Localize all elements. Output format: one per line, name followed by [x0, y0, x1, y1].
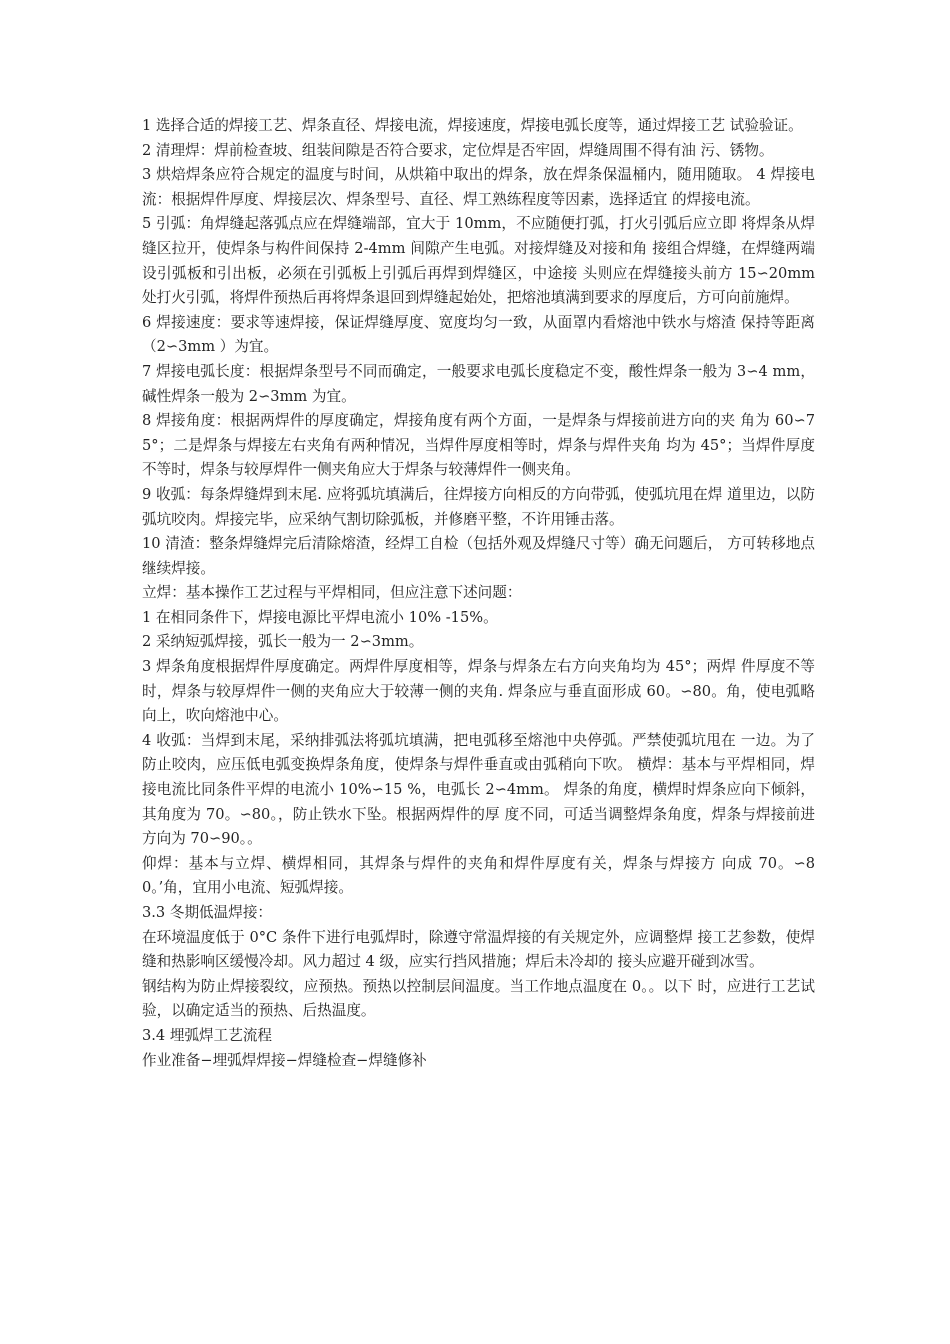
paragraph-4: 5 引弧：角焊缝起落弧点应在焊缝端部，宜大于 10mm，不应随便打弧，打火引弧后应立即 将焊条从焊缝区拉开，使焊条与构件间保持 2-4mm 间隙产生电弧。对接焊缝及对接和角 接组合焊缝，在焊缝两端设引弧板和引出板，必须在引弧板上引弧后再焊到焊缝区，中途接 头则应在焊缝接头前方 15∽20mm 处打火引弧，将焊件预热后再将焊条退回到焊缝起始处，把熔池填满到要求的厚度后，方可向前施焊。: [142, 215, 815, 307]
paragraph-9: 10 清渣：整条焊缝焊完后清除熔渣，经焊工自检（包括外观及焊缝尺寸等）确无问题后， 方可转移地点继续焊接。: [142, 535, 815, 577]
paragraph-2: 2 清理焊：焊前检查坡、组装间隙是否符合要求，定位焊是否牢固，焊缝周围不得有油 污、锈物。: [142, 141, 774, 159]
paragraph-6: 7 焊接电弧长度：根据焊条型号不同而确定，一般要求电弧长度稳定不变，酸性焊条一般为 3∽4 mm，碱性焊条一般为 2∽3mm 为宜。: [142, 362, 815, 405]
paragraph-5: 6 焊接速度：要求等速焊接，保证焊缝厚度、宽度均匀一致，从面罩内看熔池中铁水与熔渣 保持等距离（2∽3mm ）为宜。: [142, 313, 815, 356]
paragraph-7: 8 焊接角度：根据两焊件的厚度确定，焊接角度有两个方面，一是焊条与焊接前进方向的夹 角为 60∽75°；二是焊条与焊接左右夹角有两种情况，当焊件厚度相等时，焊条与焊件夹角 均为 45°；当焊件厚度不等时，焊条与较厚焊件一侧夹角应大于焊条与较薄焊件一侧夹角。: [142, 412, 815, 479]
section-heading-3-4: 3.4 埋弧焊工艺流程: [142, 1026, 273, 1044]
paragraph-15: 仰焊：基本与立焊、横焊相同，其焊条与焊件的夹角和焊件厚度有关，焊条与焊接方 向成 70。∽80。’角，宜用小电流、短弧焊接。: [142, 854, 815, 897]
paragraph-1: 1 选择合适的焊接工艺、焊条直径、焊接电流，焊接速度，焊接电弧长度等，通过焊接工艺 试验验证。: [142, 117, 803, 134]
paragraph-11: 1 在相同条件下，焊接电源比平焊电流小 10% -15%。: [142, 608, 498, 626]
process-flow-line: 作业准备−埋弧焊焊接−焊缝检查−焊缝修补: [142, 1051, 427, 1069]
paragraph-10: 立焊：基本操作工艺过程与平焊相同，但应注意下述问题：: [142, 584, 522, 602]
paragraph-8: 9 收弧：每条焊缝焊到末尾. 应将弧坑填满后，往焊接方向相反的方向带弧，使弧坑甩在焊 道里边，以防弧坑咬肉。焊接完毕，应采纳气割切除弧板，并修磨平整，不许用锤击落。: [142, 485, 815, 528]
paragraph-17: 在环境温度低于 0°C 条件下进行电弧焊时，除遵守常温焊接的有关规定外，应调整焊 接工艺参数，使焊缝和热影响区缓慢冷却。风力超过 4 级，应实行挡风措施；焊后未冷却的 接头应避开碰到冰雪。: [142, 928, 815, 971]
paragraph-12: 2 采纳短弧焊接，弧长一般为一 2∽3mm。: [142, 633, 424, 651]
paragraph-18: 钢结构为防止焊接裂纹，应预热。预热以控制层间温度。当工作地点温度在 0。。以下 时，应进行工艺试验，以确定适当的预热、后热温度。: [142, 977, 815, 1020]
paragraph-13: 3 焊条角度根据焊件厚度确定。两焊件厚度相等，焊条与焊条左右方向夹角均为 45°；两焊 件厚度不等时，焊条与较厚焊件一侧的夹角应大于较薄一侧的夹角. 焊条应与垂直面形成 60。∽80。角，使电弧略向上，吹向熔池中心。: [142, 658, 815, 725]
section-heading-3-3: 3.3 冬期低温焊接：: [142, 904, 273, 921]
paragraph-14: 4 收弧：当焊到末尾，采纳排弧法将弧坑填满，把电弧移至熔池中央停弧。严禁使弧坑甩在 一边。为了防止咬肉，应压低电弧变换焊条角度，使焊条与焊件垂直或由弧稍向下吹。 横焊：基本与平焊相同，焊接电流比同条件平焊的电流小 10%∽15 %，电弧长 2∽4mm。 焊条的角度，横焊时焊条应向下倾斜，其角度为 70。∽80。，防止铁水下坠。根据两焊件的厚 度不同，可适当调整焊条角度，焊条与焊接前进方向为 70∽90。。: [142, 731, 815, 848]
document-body: [142, 114, 815, 1073]
paragraph-3: 3 烘焙焊条应符合规定的温度与时间，从烘箱中取出的焊条，放在焊条保温桶内，随用随取。 4 焊接电流：根据焊件厚度、焊接层次、焊条型号、直径、焊工熟练程度等因素，选择适宜 的焊接电流。: [142, 166, 815, 208]
